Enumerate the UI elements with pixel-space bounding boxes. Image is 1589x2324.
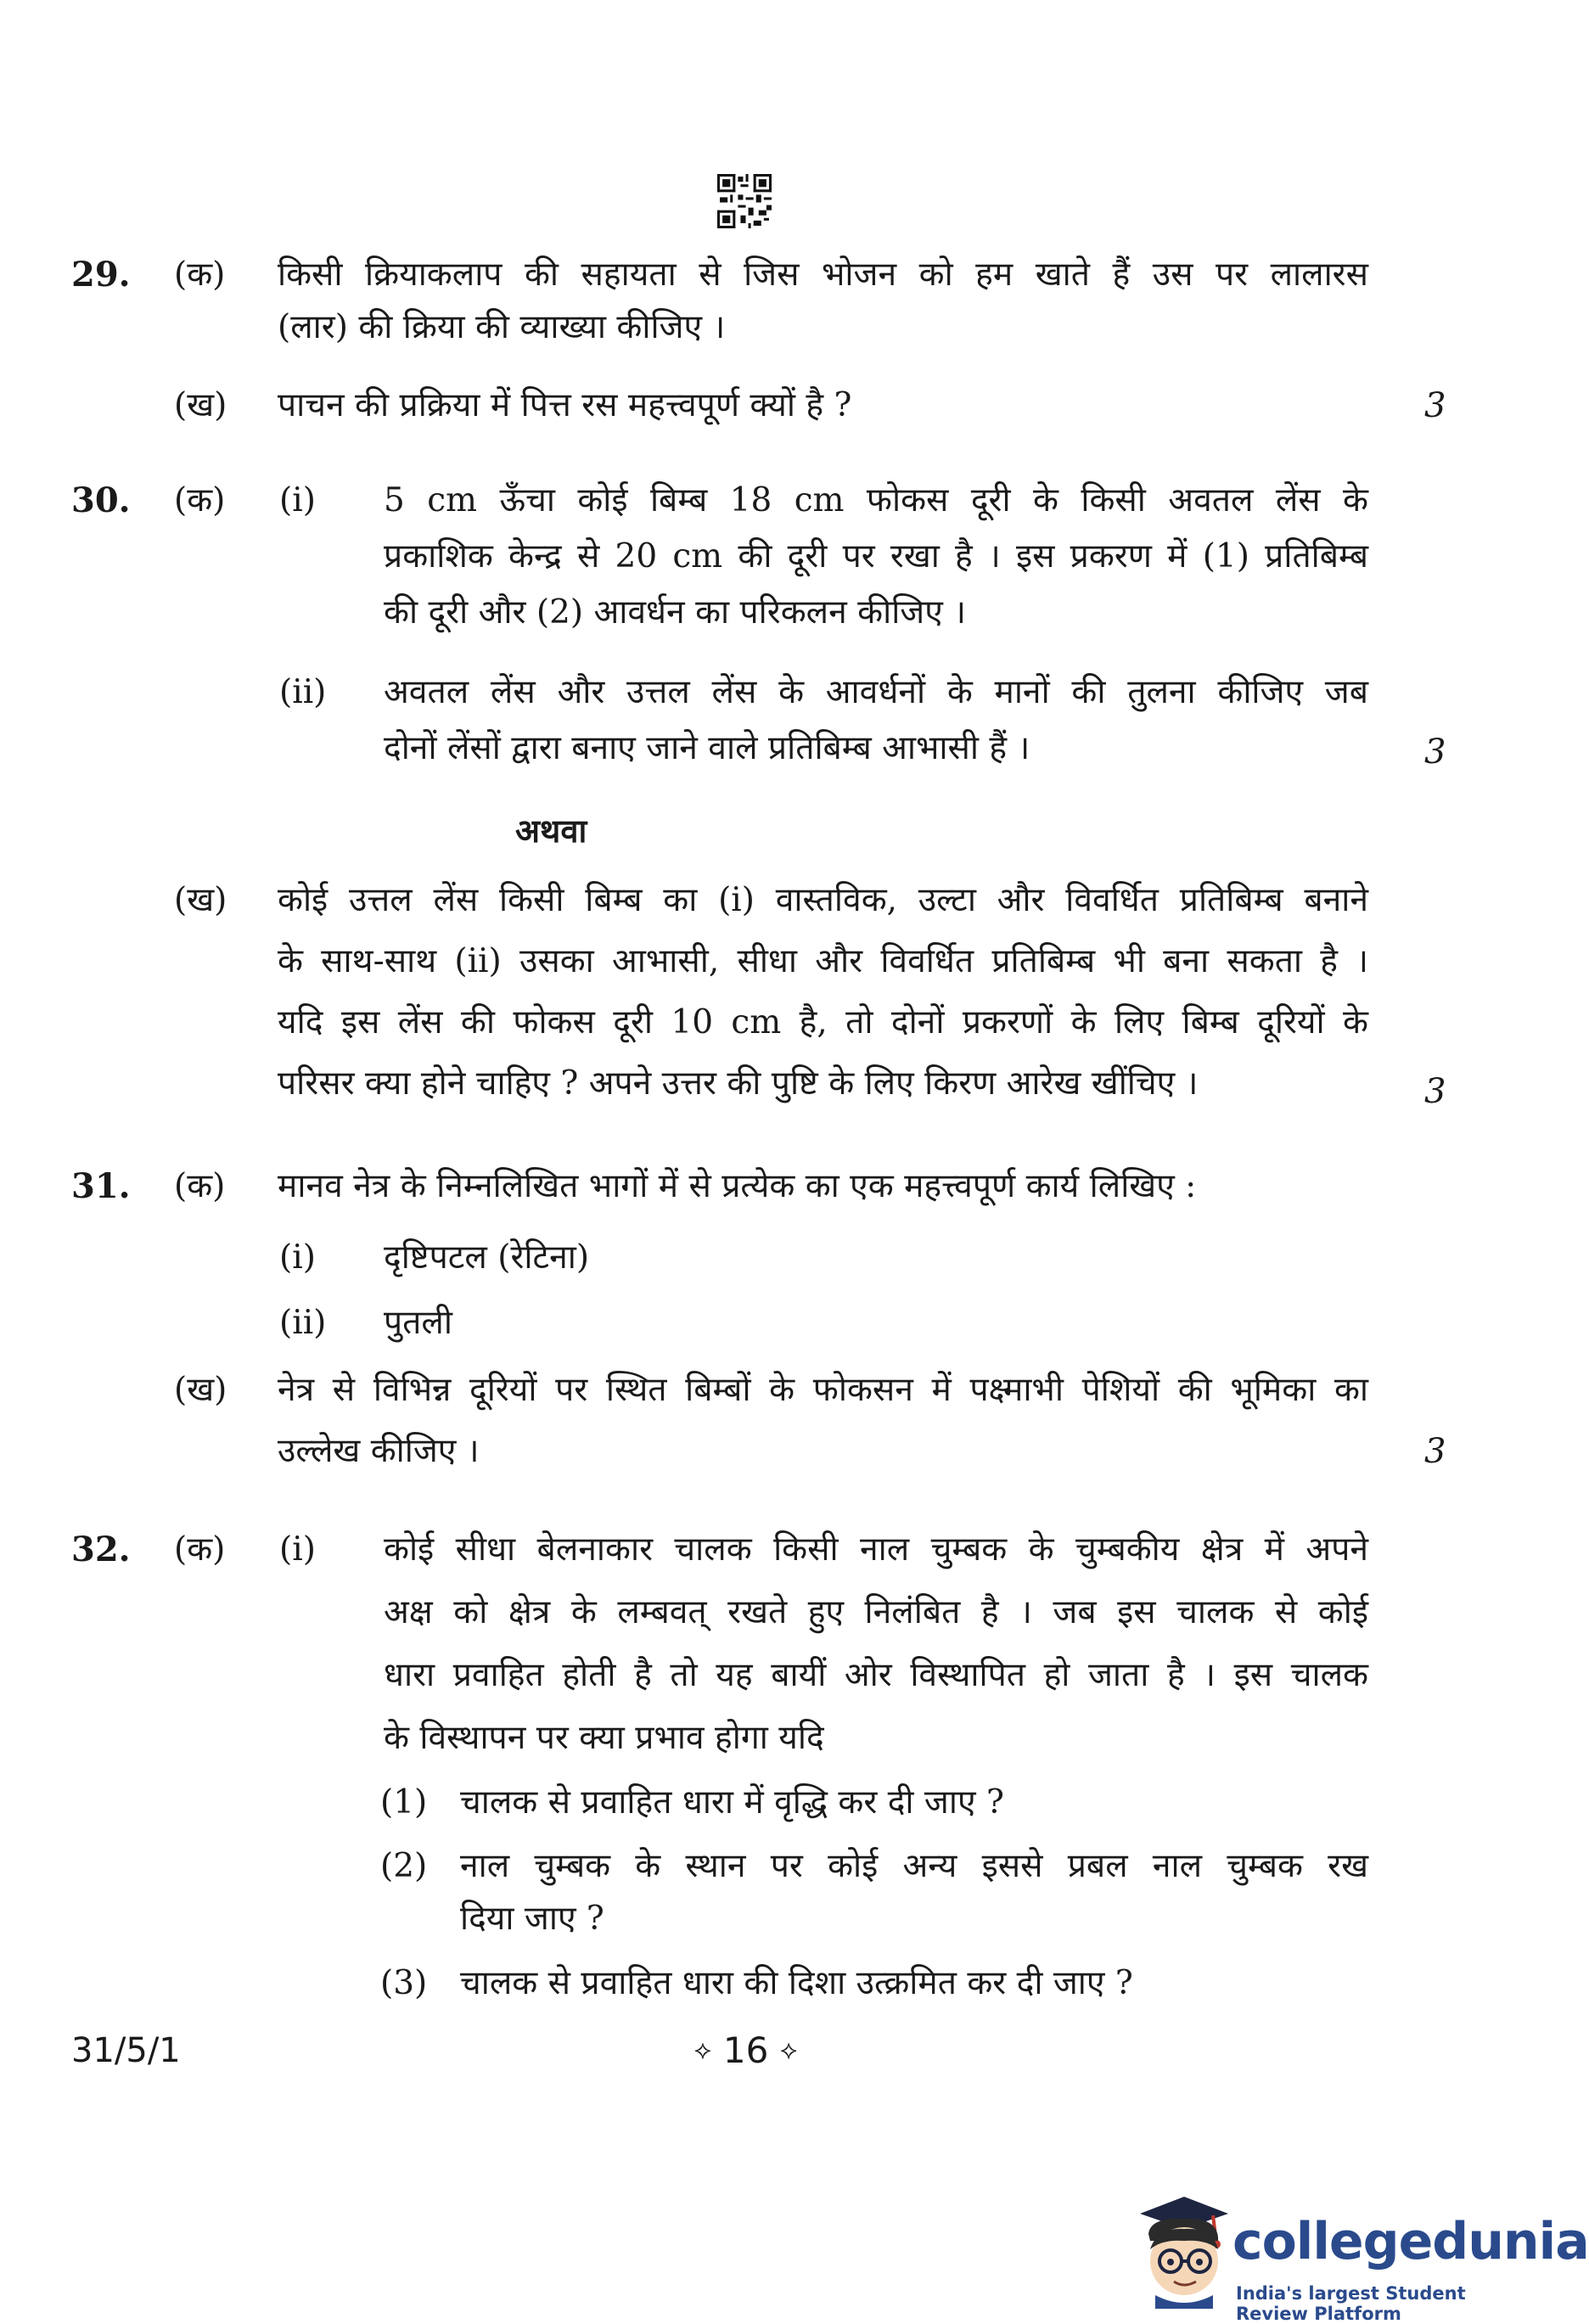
question-text-line: किसी क्रियाकलाप की सहायता से जिस भोजन को हम खाते हैं उस पर लालारस bbox=[278, 255, 1368, 294]
question-text-line: नेत्र से विभिन्न दूरियों पर स्थित बिम्बों के फोकसन में पक्ष्माभी पेशियों की भूमिका का bbox=[278, 1371, 1368, 1409]
qr-code bbox=[717, 174, 772, 228]
ornament-right-icon: ⟡ bbox=[780, 2035, 798, 2065]
mascot-logo bbox=[1125, 2190, 1235, 2309]
question-text-line: दोनों लेंसों द्वारा बनाए जाने वाले प्रतिबिम्ब आभासी हैं । bbox=[384, 729, 1030, 767]
question-text-line: कोई उत्तल लेंस किसी बिम्ब का (i) वास्तविक, उल्टा और विवर्धित प्रतिबिम्ब बनाने bbox=[278, 881, 1368, 919]
part-label: (क) bbox=[174, 481, 226, 519]
question-text-line: के साथ-साथ (ii) उसका आभासी, सीधा और विवर्धित प्रतिबिम्ब भी बना सकता है । bbox=[278, 942, 1368, 980]
paper-code: 31/5/1 bbox=[71, 2031, 181, 2070]
option-label: (3) bbox=[380, 1964, 428, 2002]
part-label: (क) bbox=[174, 1530, 226, 1569]
option-label: (1) bbox=[380, 1783, 428, 1822]
part-label: (ख) bbox=[174, 386, 227, 424]
option-label: (2) bbox=[380, 1847, 428, 1885]
question-number: 32. bbox=[71, 1530, 131, 1569]
question-text-line: पुतली bbox=[384, 1304, 452, 1342]
question-text-line: 5 cm ऊँचा कोई बिम्ब 18 cm फोकस दूरी के किसी अवतल लेंस के bbox=[384, 481, 1368, 519]
question-text-line: दृष्टिपटल (रेटिना) bbox=[384, 1238, 590, 1277]
subpart-label: (ii) bbox=[279, 673, 327, 711]
question-text-line: अवतल लेंस और उत्तल लेंस के आवर्धनों के मानों की तुलना कीजिए जब bbox=[384, 673, 1368, 711]
question-text-line: चालक से प्रवाहित धारा की दिशा उत्क्रमित कर दी जाए ? bbox=[460, 1964, 1133, 2002]
question-text-line: प्रकाशिक केन्द्र से 20 cm की दूरी पर रखा है । इस प्रकरण में (1) प्रतिबिम्ब bbox=[384, 537, 1368, 575]
ornament-left-icon: ⟡ bbox=[694, 2035, 711, 2065]
page-number bbox=[694, 2029, 797, 2071]
subpart-label: (ii) bbox=[279, 1304, 327, 1342]
brand-tagline: India's largest Student Review Platform bbox=[1236, 2283, 1466, 2324]
question-text-line: मानव नेत्र के निम्नलिखित भागों में से प्रत्येक का एक महत्त्वपूर्ण कार्य लिखिए : bbox=[278, 1167, 1197, 1205]
question-text-line: कोई सीधा बेलनाकार चालक किसी नाल चुम्बक के चुम्बकीय क्षेत्र में अपने bbox=[384, 1530, 1368, 1569]
question-text-line: (लार) की क्रिया की व्याख्या कीजिए । bbox=[278, 308, 726, 346]
question-text-line: परिसर क्या होने चाहिए ? अपने उत्तर की पुष्टि के लिए किरण आरेख खींचिए । bbox=[278, 1064, 1199, 1103]
marks: 3 bbox=[1424, 1072, 1446, 1111]
subpart-label: (i) bbox=[279, 1530, 316, 1569]
question-text-line: यदि इस लेंस की फोकस दूरी 10 cm है, तो दोनों प्रकरणों के लिए बिम्ब दूरियों के bbox=[278, 1003, 1368, 1041]
question-number: 30. bbox=[71, 480, 131, 520]
part-label: (क) bbox=[174, 1167, 226, 1205]
subpart-label: (i) bbox=[279, 1238, 316, 1277]
brand-name: collegedunia bbox=[1232, 2212, 1589, 2271]
part-label: (क) bbox=[174, 255, 226, 294]
question-text-line: चालक से प्रवाहित धारा में वृद्धि कर दी जाए ? bbox=[460, 1783, 1004, 1822]
marks: 3 bbox=[1424, 1432, 1446, 1471]
marks: 3 bbox=[1424, 733, 1446, 772]
page-number-value: 16 bbox=[722, 2029, 769, 2071]
question-text-line: उल्लेख कीजिए । bbox=[278, 1432, 480, 1470]
part-label: (ख) bbox=[174, 881, 227, 919]
question-text-line: दिया जाए ? bbox=[460, 1900, 604, 1938]
question-number: 31. bbox=[71, 1166, 131, 1206]
question-text-line: धारा प्रवाहित होती है तो यह बायीं ओर विस्थापित हो जाता है । इस चालक bbox=[384, 1656, 1368, 1694]
question-text-line: की दूरी और (2) आवर्धन का परिकलन कीजिए । bbox=[384, 593, 966, 632]
question-text-line: पाचन की प्रक्रिया में पित्त रस महत्त्वपूर्ण क्यों है ? bbox=[278, 386, 852, 424]
part-label: (ख) bbox=[174, 1371, 227, 1409]
question-number: 29. bbox=[71, 255, 131, 295]
question-text-line: अक्ष को क्षेत्र के लम्बवत् रखते हुए निलंबित है । जब इस चालक से कोई bbox=[384, 1593, 1368, 1631]
marks: 3 bbox=[1424, 386, 1446, 425]
question-text-line: नाल चुम्बक के स्थान पर कोई अन्य इससे प्रबल नाल चुम्बक रख bbox=[460, 1847, 1368, 1885]
mascot-icon bbox=[1125, 2190, 1235, 2309]
or-separator: अथवा bbox=[515, 811, 587, 850]
subpart-label: (i) bbox=[279, 481, 316, 519]
question-text-line: के विस्थापन पर क्या प्रभाव होगा यदि bbox=[384, 1719, 824, 1757]
